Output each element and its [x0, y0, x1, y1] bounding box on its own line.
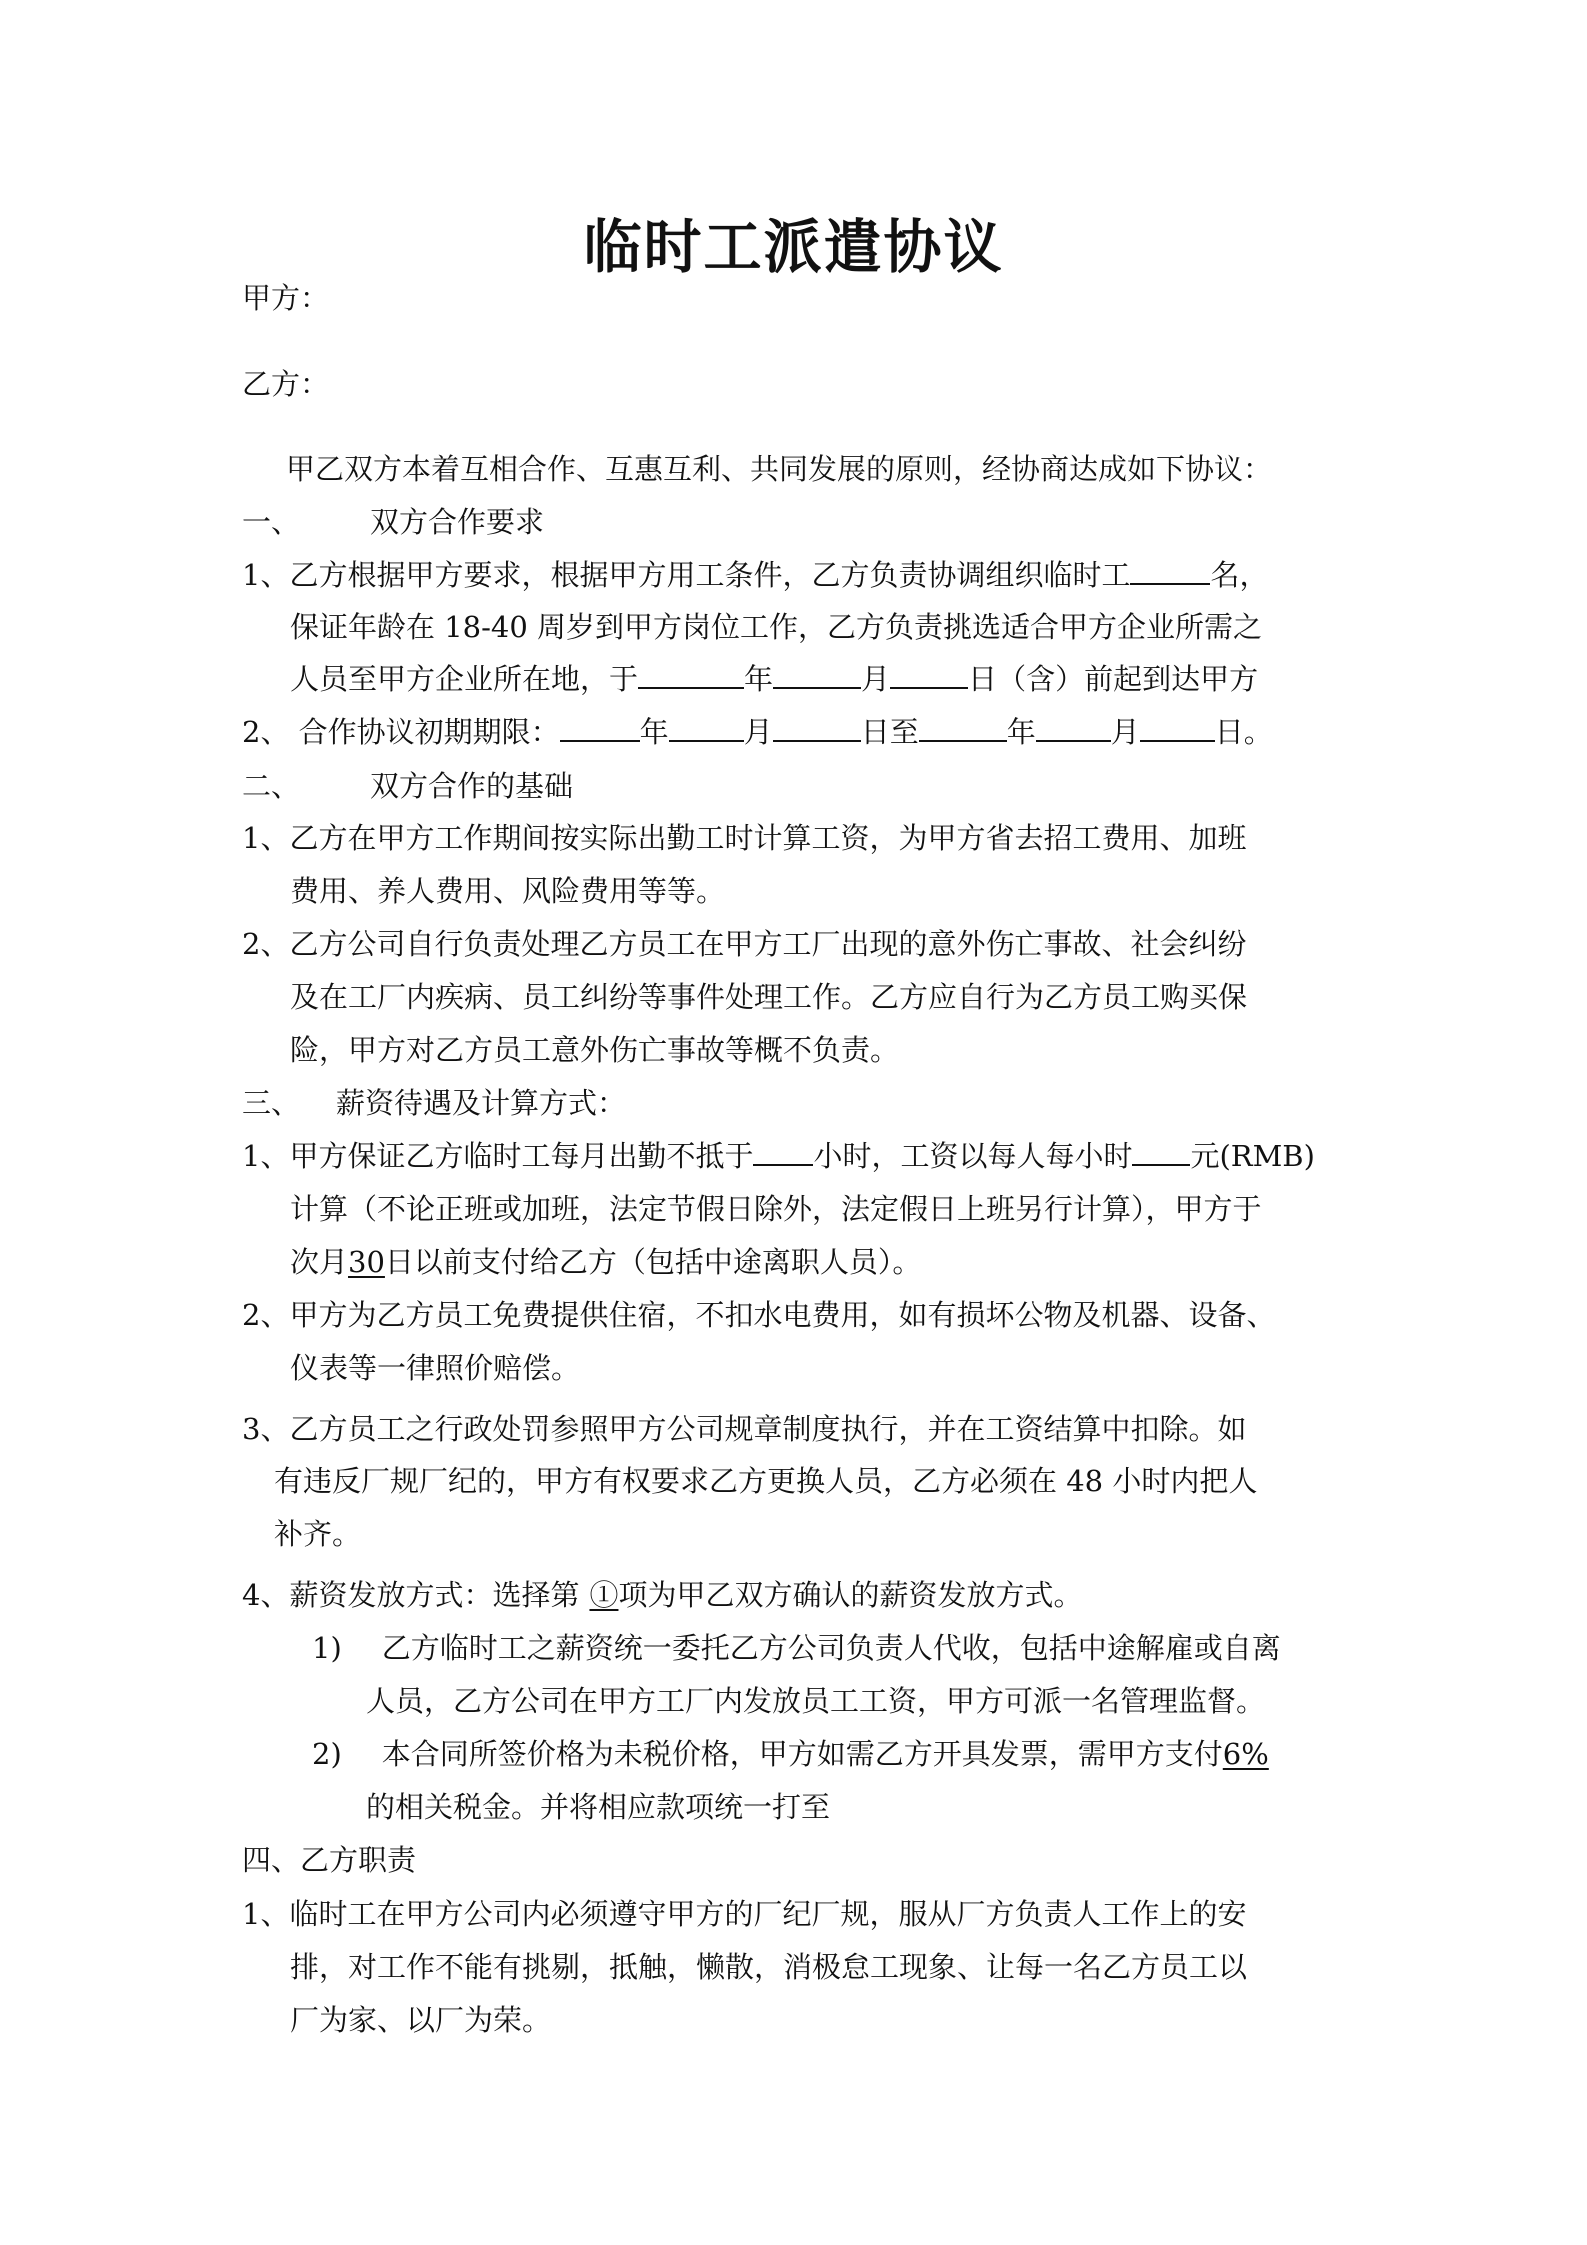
- s2-item-2-line-2: 及在工厂内疾病、员工纠纷等事件处理工作。乙方应自行为乙方员工购买保: [290, 980, 1248, 1014]
- min-hours-blank[interactable]: [753, 1136, 813, 1166]
- arrival-day-blank[interactable]: [890, 659, 968, 689]
- option-2-number: 2): [312, 1737, 342, 1771]
- option-2-line-1: [312, 1734, 1269, 1774]
- s1-item-1-line-3: [290, 659, 1258, 699]
- option-1-line-2: 人员，乙方公司在甲方工厂内发放员工工资，甲方可派一名管理监督。: [366, 1684, 1266, 1718]
- s2-item-2-line-1: 2、乙方公司自行负责处理乙方员工在甲方工厂出现的意外伤亡事故、社会纠纷: [242, 927, 1247, 961]
- s2-item-1-line-2: 费用、养人费用、风险费用等等。: [290, 874, 726, 908]
- arrival-year-blank[interactable]: [638, 659, 744, 689]
- s3-item-3-line-3: 补齐。: [274, 1517, 362, 1551]
- payment-method-suffix: 项为甲乙双方确认的薪资发放方式。: [618, 1578, 1083, 1612]
- section-3-heading: [242, 1083, 626, 1123]
- document-title: 临时工派遣协议: [583, 213, 1004, 281]
- option-2-text: 本合同所签价格为未税价格，甲方如需乙方开具发票，需甲方支付: [381, 1737, 1223, 1771]
- section-4-heading: 四、乙方职责: [242, 1843, 417, 1877]
- section-2-number: 二、: [242, 769, 301, 803]
- option-1-number: 1): [312, 1631, 342, 1665]
- end-day-blank[interactable]: [1140, 712, 1215, 742]
- hourly-rate-blank[interactable]: [1132, 1136, 1190, 1166]
- section-1-heading: [242, 502, 544, 542]
- arrival-suffix: （含）前起到达甲方: [997, 662, 1259, 696]
- s3-item-3-line-1: 3、乙方员工之行政处罚参照甲方公司规章制度执行，并在工资结算中扣除。如: [242, 1412, 1247, 1446]
- start-day-blank[interactable]: [773, 712, 861, 742]
- s4-item-1-line-3: 厂为家、以厂为荣。: [290, 2003, 552, 2037]
- s4-item-1-line-1: 1、临时工在甲方公司内必须遵守甲方的厂纪厂规，服从厂方负责人工作上的安: [242, 1897, 1247, 1931]
- party-a-label: 甲方：: [242, 281, 330, 315]
- s1-item-1-text: 1、乙方根据甲方要求，根据甲方用工条件，乙方负责协调组织临时工: [242, 558, 1131, 592]
- s3-item-2-line-1: 2、甲方为乙方员工免费提供住宿，不扣水电费用，如有损坏公物及机器、设备、: [242, 1298, 1276, 1332]
- s1-item-1-line-1: [242, 555, 1268, 595]
- s3-item-1-line-2: 计算（不论正班或加班，法定节假日除外，法定假日上班另行计算），甲方于: [290, 1192, 1262, 1226]
- s2-item-1-line-1: 1、乙方在甲方工作期间按实际出勤工时计算工资，为甲方省去招工费用、加班: [242, 821, 1247, 855]
- arrival-month-label: 月: [861, 662, 891, 696]
- start-month-label: 月: [743, 715, 773, 749]
- tax-rate-value: 6%: [1222, 1737, 1269, 1771]
- start-day-label: 日至: [860, 715, 919, 749]
- s1-item-2: [242, 712, 1273, 752]
- s1-item-1-unit: 名，: [1210, 558, 1269, 592]
- end-month-blank[interactable]: [1036, 712, 1111, 742]
- option-1-line-1: [312, 1628, 1281, 1668]
- s3-item-4: [242, 1575, 1082, 1615]
- section-2-heading: [242, 766, 573, 806]
- start-year-label: 年: [639, 715, 669, 749]
- payment-method-text: 4、薪资发放方式：选择第: [242, 1578, 580, 1612]
- arrival-year-label: 年: [744, 662, 774, 696]
- s2-item-2-line-3: 险，甲方对乙方员工意外伤亡事故等概不负责。: [290, 1033, 900, 1067]
- arrival-day-label: 日: [968, 662, 998, 696]
- section-1-title: 双方合作要求: [370, 505, 545, 539]
- start-month-blank[interactable]: [669, 712, 744, 742]
- start-year-blank[interactable]: [560, 712, 640, 742]
- option-2-line-2: 的相关税金。并将相应款项统一打至: [366, 1790, 831, 1824]
- arrival-month-blank[interactable]: [773, 659, 861, 689]
- end-month-label: 月: [1110, 715, 1140, 749]
- s3-item-1-line-1: [242, 1136, 1315, 1176]
- end-year-label: 年: [1006, 715, 1036, 749]
- intro-paragraph: 甲乙双方本着互相合作、互惠互利、共同发展的原则，经协商达成如下协议：: [286, 452, 1273, 486]
- s3-item-2-line-2: 仪表等一律照价赔偿。: [290, 1351, 581, 1385]
- s3-item-1-line-3: [290, 1242, 921, 1282]
- s3-item-3-line-2: 有违反厂规厂纪的，甲方有权要求乙方更换人员，乙方必须在 48 小时内把人: [274, 1464, 1258, 1498]
- option-1-text: 乙方临时工之薪资统一委托乙方公司负责人代收，包括中途解雇或自离: [381, 1631, 1281, 1665]
- hourly-rate-text: 小时，工资以每人每小时: [813, 1139, 1133, 1173]
- section-3-number: 三、: [242, 1086, 301, 1120]
- end-day-label: 日。: [1214, 715, 1273, 749]
- party-b-label: 乙方：: [242, 367, 330, 401]
- worker-count-blank[interactable]: [1130, 555, 1210, 585]
- section-2-title: 双方合作的基础: [370, 769, 574, 803]
- s1-item-1-line-2: 保证年龄在 18-40 周岁到甲方岗位工作，乙方负责挑选适合甲方企业所需之: [290, 610, 1263, 644]
- payment-option-value: ①: [589, 1578, 619, 1612]
- s4-item-1-line-2: 排，对工作不能有挑剔，抵触，懒散，消极怠工现象、让每一名乙方员工以: [290, 1950, 1248, 1984]
- pay-day-prefix: 次月: [290, 1245, 349, 1279]
- min-hours-text: 1、甲方保证乙方临时工每月出勤不抵于: [242, 1139, 754, 1173]
- pay-day-value: 30: [348, 1245, 385, 1279]
- arrival-text: 人员至甲方企业所在地，于: [290, 662, 639, 696]
- end-year-blank[interactable]: [919, 712, 1007, 742]
- term-text: 2、 合作协议初期期限：: [242, 715, 560, 749]
- currency-label: 元(RMB): [1190, 1139, 1315, 1173]
- pay-day-suffix: 日以前支付给乙方（包括中途离职人员）。: [384, 1245, 922, 1279]
- section-1-number: 一、: [242, 505, 301, 539]
- section-3-title: 薪资待遇及计算方式：: [336, 1086, 627, 1120]
